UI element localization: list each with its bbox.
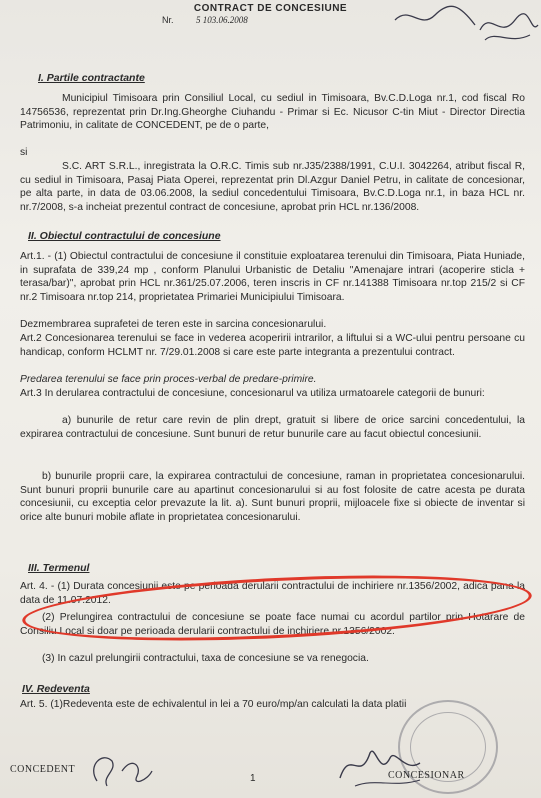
article-5: Art. 5. (1)Redeventa este de echivalentul in lei a 70 euro/mp/an calculati la data platii bbox=[20, 699, 407, 710]
nr-value: 5 103.06.2008 bbox=[196, 15, 248, 25]
predarea-line: Predarea terenului se face prin proces-verbal de predare-primire. bbox=[20, 374, 317, 385]
nr-label: Nr. bbox=[162, 15, 174, 25]
dezmembrare-line: Dezmembrarea suprafetei de teren este in sarcina concesionarului. bbox=[20, 319, 327, 330]
section-3-heading: III. Termenul bbox=[28, 562, 90, 574]
si-word: si bbox=[20, 147, 28, 158]
article-4: Art. 4. - (1) Durata concesiunii este pe perioada derularii contractului de inchiriere nr.1356/2002, adica pana la data de 11.07.2012. bbox=[20, 581, 525, 606]
footer-concedent: CONCEDENT bbox=[10, 764, 76, 775]
bunuri-proprii: b) bunurile proprii care, la expirarea contractului de concesiune, raman in proprietatea concesionarului. Sunt bunuri proprii bunurile care au apartinut concesionarului si au fost folosite de catre acesta pe durata concesiunii, cu exceptia celor prevazute la lit. a). Sunt bunuri proprii, mijloacele fixe si obiecte de inventar si orice alte bunuri mobile aflate in proprietatea concesionarului. bbox=[20, 471, 525, 523]
footer-concesionar: CONCESIONAR bbox=[388, 770, 465, 781]
article-4-paragraph-3: (3) In cazul prelungirii contractului, taxa de concesiune se va renegocia. bbox=[42, 653, 369, 664]
parties-paragraph-2: S.C. ART S.R.L., inregistrata la O.R.C. Timis sub nr.J35/2388/1991, C.U.I. 3042264, atribut fiscal R, cu sediul in Timisoara, Pasaj Piata Operei, reprezentat prin Dl.Azgur Daniel Petru, in calitate de concesionar, pe alta parte, in data de 03.06.2008, la sediul concedentului Timisoara, Bv.C.D.Loga nr.1, in baza HCL nr. nr.7/2008, s-a incheiat prezentul contract de concesiune, aprobat prin HCL nr.136/2008. bbox=[20, 161, 525, 213]
article-1: Art.1. - (1) Obiectul contractului de concesiune il constituie exploatarea terenului din Timisoara, Piata Huniade, in suprafata de 339,24 mp , conform Planului Urbanistic de Detaliu "Amenajare intrari (acoperire sticla + terasa/bar)", aprobat prin HCL nr.361/25.07.2006, teren inscris in CF nr.141388 Timisoara nr.top 215/2 si CF nr.2 Timisoara nr.top 214, proprietatea Primariei Municipiului Timisoara. bbox=[20, 251, 525, 303]
signature-concedent bbox=[82, 746, 162, 796]
document-title: CONTRACT DE CONCESIUNE bbox=[193, 3, 348, 14]
signature-concesionar bbox=[335, 738, 425, 793]
section-1-heading: I. Partile contractante bbox=[38, 72, 145, 84]
signature-top-right bbox=[390, 0, 540, 50]
article-2: Art.2 Concesionarea terenului se face in vederea acoperirii intrarilor, a liftului si a WC-ului pentru persoane cu handicap, conform HCLMT nr. 7/29.01.2008 si care este parte integranta a prezentului contract. bbox=[20, 333, 525, 358]
article-4-paragraph-2: (2) Prelungirea contractului de concesiune se poate face numai cu acordul partilor prin Hotarare de Consiliu Local si doar pe perioada derularii contractului de inchiriere nr.1356/2002. bbox=[20, 612, 525, 637]
section-2-heading: II. Obiectul contractului de concesiune bbox=[28, 230, 221, 242]
parties-paragraph-1: Municipiul Timisoara prin Consiliul Local, cu sediul in Timisoara, Bv.C.D.Loga nr.1, cod fiscal Ro 14756536, reprezentat prin Dr.Ing.Gheorghe Ciuhandu - Primar si Ec. Nicusor C-tin Miut - Director Directia Patrimoniu, in calitate de CONCEDENT, pe de o parte, bbox=[20, 93, 525, 131]
page-number: 1 bbox=[250, 773, 256, 784]
section-4-heading: IV. Redeventa bbox=[22, 683, 90, 695]
contract-number bbox=[162, 15, 248, 25]
bunuri-retur: a) bunurile de retur care revin de plin drept, gratuit si libere de orice sarcini concedentului, la expirarea contractului de concesiune. Sunt bunuri de retur bunurile care au facut obiectul concesiunii. bbox=[20, 415, 525, 440]
article-3: Art.3 In derularea contractului de concesiune, concesionarul va utiliza urmatoarele categorii de bunuri: bbox=[20, 388, 485, 399]
